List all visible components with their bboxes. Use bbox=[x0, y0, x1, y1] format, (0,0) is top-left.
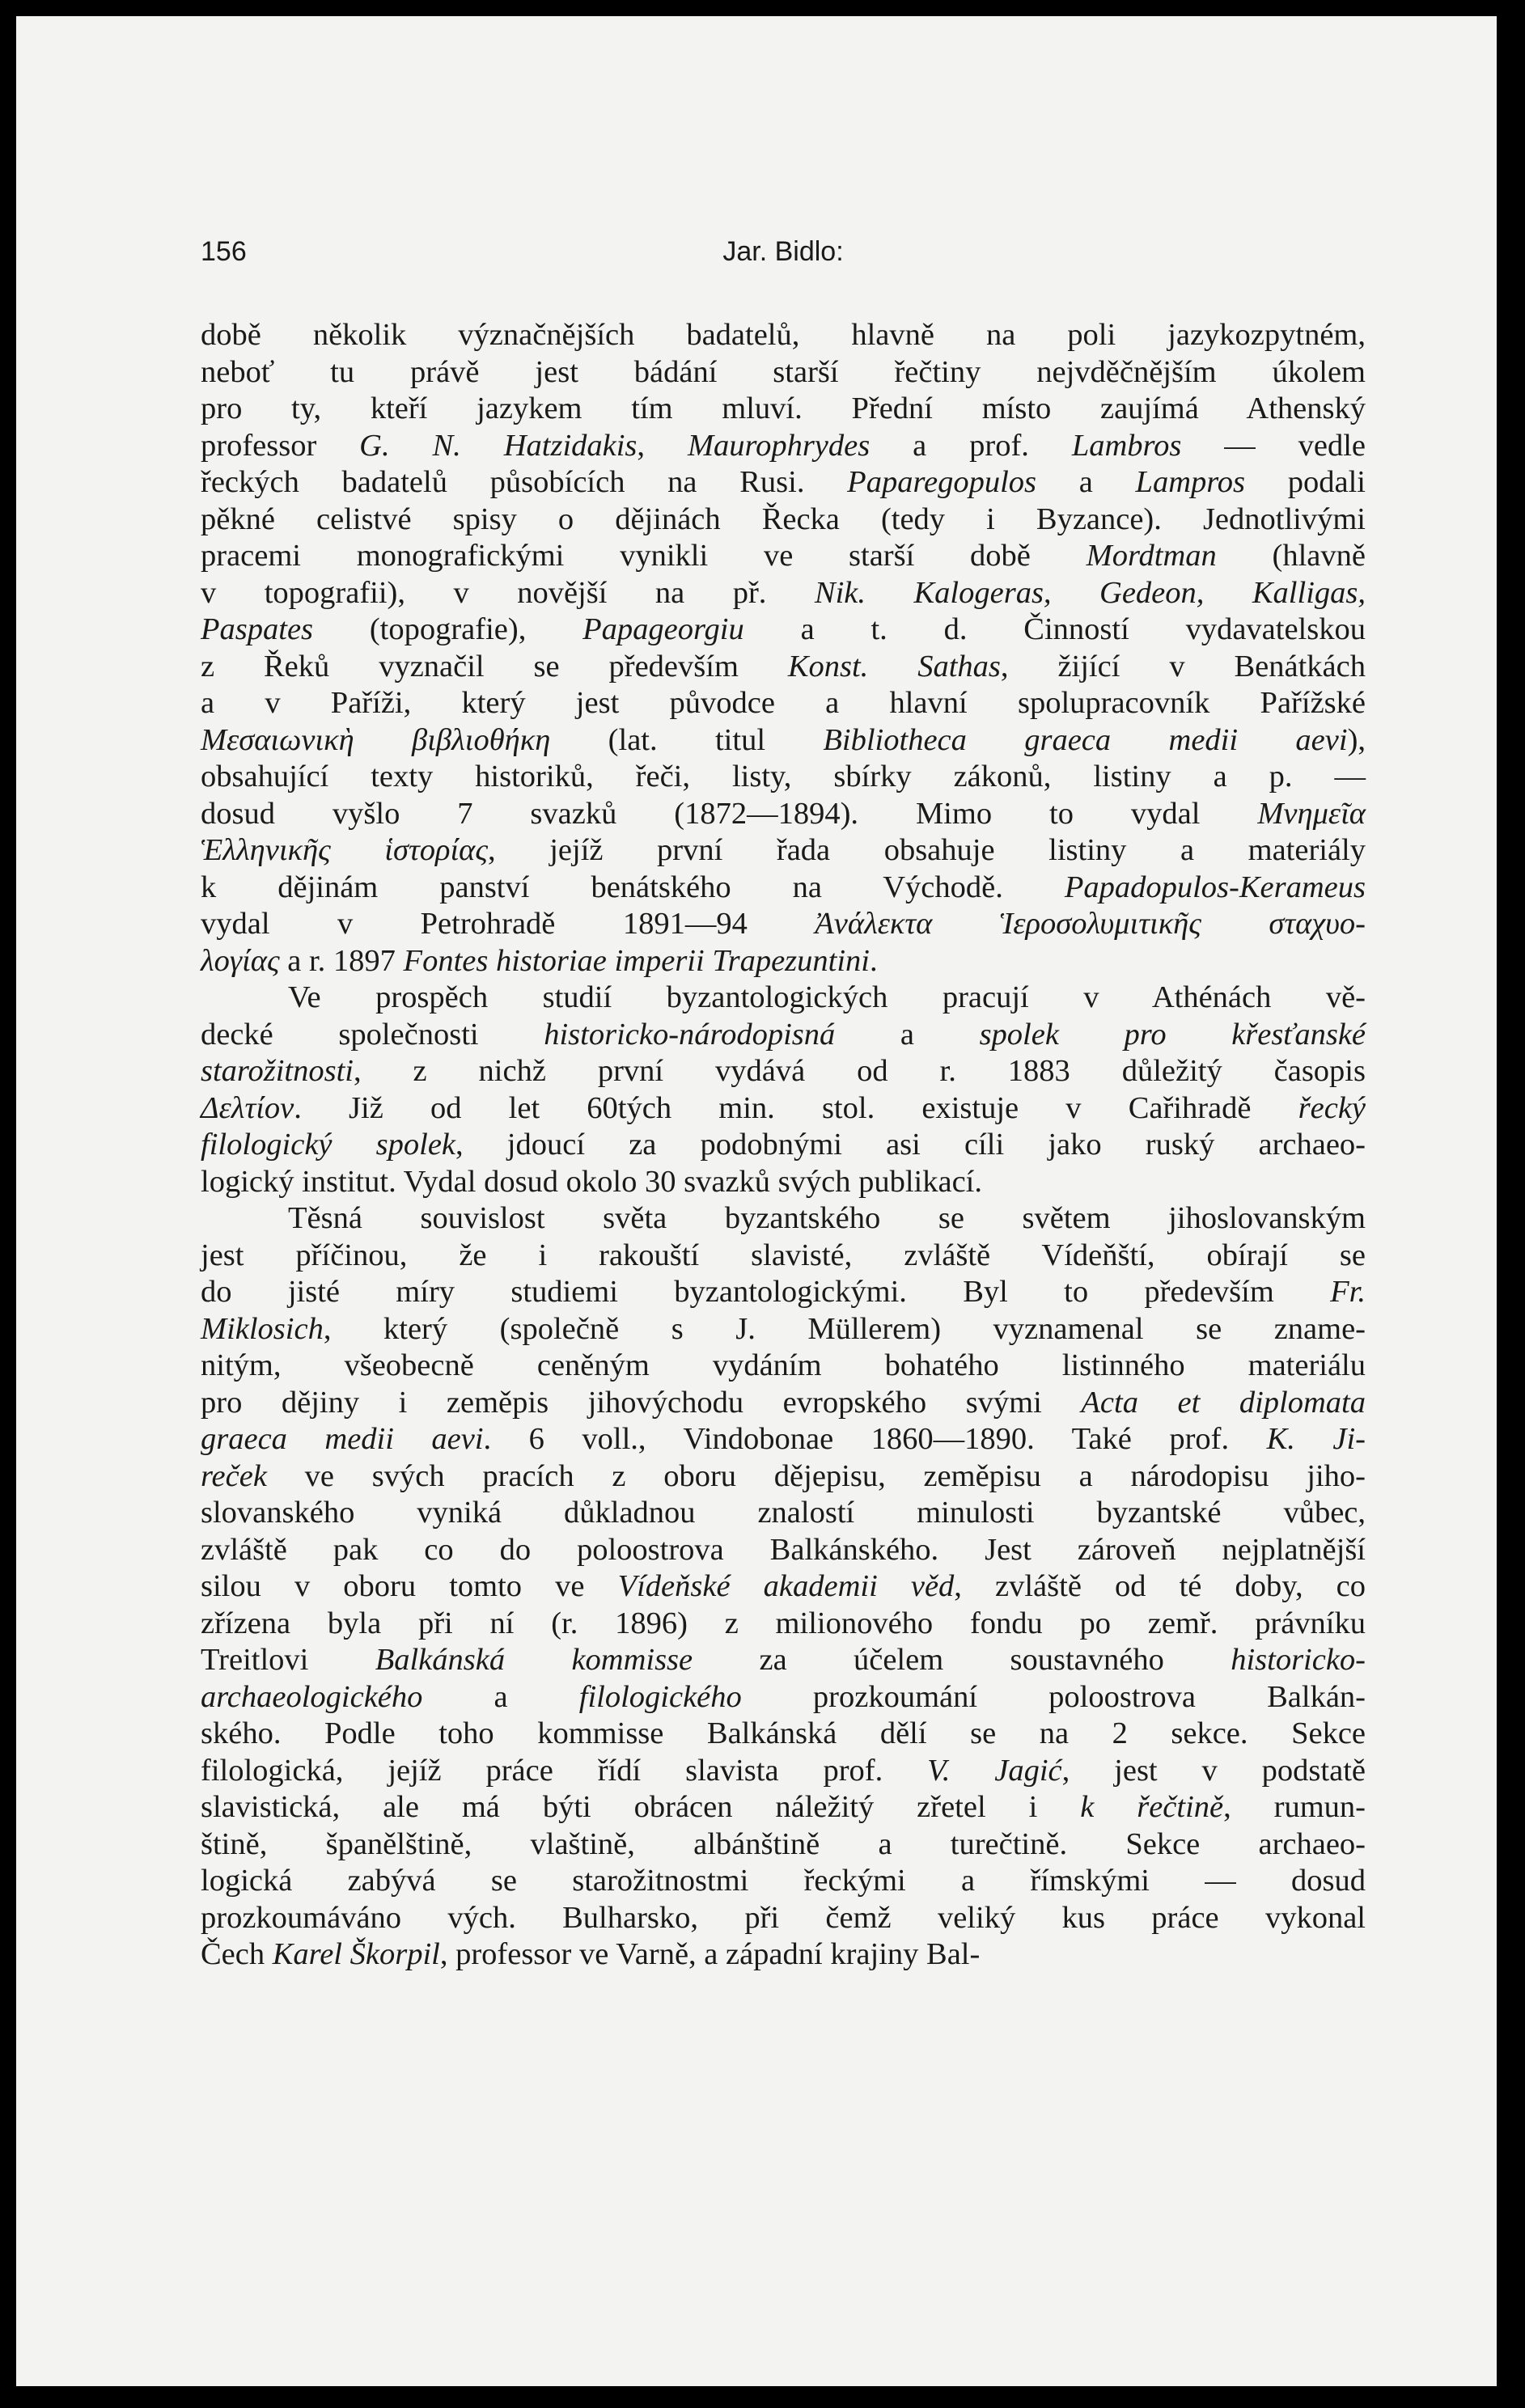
text-line bbox=[201, 1164, 1366, 1201]
text-segment: k dějinám panství benátského na Východě. bbox=[201, 870, 1065, 904]
text-line bbox=[201, 1090, 1366, 1128]
italic-text: Maurophrydes bbox=[687, 428, 871, 463]
italic-text: Μεσαιωνικὴ βιβλιοθήκη bbox=[201, 722, 551, 757]
text-segment: za účelem soustavného bbox=[693, 1643, 1231, 1677]
text-segment: do jisté míry studiemi byzantologickými. Byl to především bbox=[201, 1275, 1331, 1309]
book-page bbox=[16, 16, 1497, 2386]
text-line bbox=[201, 1495, 1366, 1532]
text-segment: , jest v podstatě bbox=[1061, 1753, 1366, 1788]
text-segment: , z nichž první vydává od r. 1883 důležitý časopis bbox=[354, 1054, 1366, 1088]
text-line bbox=[201, 354, 1366, 391]
italic-text: starožitnosti bbox=[201, 1054, 354, 1088]
text-line bbox=[201, 538, 1366, 575]
text-segment: , jejíž první řada obsahuje listiny a materiály bbox=[488, 833, 1366, 867]
text-line bbox=[201, 1017, 1366, 1054]
italic-text: Δελτίον bbox=[201, 1090, 294, 1125]
text-segment: jest příčinou, že i rakouští slavisté, zvláště Vídeňští, obírají se bbox=[201, 1238, 1366, 1272]
text-segment: , rumun- bbox=[1223, 1790, 1366, 1824]
italic-text: spolek pro křesťanské bbox=[979, 1017, 1366, 1052]
text-line bbox=[201, 612, 1366, 649]
text-line bbox=[201, 1532, 1366, 1569]
text-segment: Čech bbox=[201, 1937, 273, 1971]
italic-text: archaeologického bbox=[201, 1679, 423, 1714]
text-line bbox=[201, 1679, 1366, 1716]
text-segment: z Řeků vyznačil se především bbox=[201, 649, 788, 683]
body-text bbox=[201, 317, 1366, 1974]
text-line bbox=[201, 1200, 1366, 1238]
text-segment: , který (společně s J. Müllerem) vyznamenal se zname- bbox=[323, 1311, 1366, 1346]
text-line bbox=[201, 1789, 1366, 1826]
text-line bbox=[201, 1642, 1366, 1679]
italic-text: Lampros bbox=[1135, 465, 1246, 499]
text-segment: , professor ve Varně, a západní krajiny Bal- bbox=[439, 1937, 981, 1971]
text-segment: podali bbox=[1245, 465, 1366, 499]
text-segment: štině, španělštině, vlaštině, albánštině a turečtině. Sekce archaeo- bbox=[201, 1826, 1366, 1861]
text-line bbox=[201, 1274, 1366, 1311]
italic-text: Karel Škorpil bbox=[272, 1937, 440, 1971]
text-line bbox=[201, 906, 1366, 943]
text-segment: řeckých badatelů působících na Rusi. bbox=[201, 465, 848, 499]
text-segment: (hlavně bbox=[1216, 539, 1366, 573]
text-segment: pracemi monografickými vynikli ve starší době bbox=[201, 539, 1087, 573]
text-segment: a bbox=[1036, 465, 1136, 499]
italic-text: Fr. bbox=[1330, 1275, 1366, 1309]
italic-text: historicko- bbox=[1231, 1643, 1366, 1677]
page-number: 156 bbox=[201, 236, 247, 267]
text-segment: slovanského vyniká důkladnou znalostí minulosti byzantské vůbec, bbox=[201, 1496, 1366, 1530]
italic-text: Fontes historiae imperii Trapezuntini bbox=[403, 943, 870, 978]
italic-text: V. Jagić bbox=[927, 1753, 1062, 1788]
italic-text: filologický spolek bbox=[201, 1128, 456, 1162]
text-segment: neboť tu právě jest bádání starší řečtiny nejvděčnějším úkolem bbox=[201, 354, 1366, 389]
text-segment: prozkoumáváno vých. Bulharsko, při čemž veliký kus práce vykonal bbox=[201, 1900, 1366, 1935]
text-line bbox=[201, 832, 1366, 870]
text-line bbox=[201, 1238, 1366, 1275]
running-head: Jar. Bidlo: bbox=[722, 236, 844, 267]
text-segment: zřízena byla při ní (r. 1896) z milionového fondu po zemř. právníku bbox=[201, 1606, 1366, 1640]
text-segment: pro ty, kteří jazykem tím mluví. Přední místo zaujímá Athenský bbox=[201, 391, 1366, 425]
text-line bbox=[201, 1606, 1366, 1643]
text-line bbox=[201, 1900, 1366, 1937]
italic-text: Ἀνάλεκτα Ἱεροσολυμιτικῆς σταχυο- bbox=[815, 907, 1366, 941]
italic-text: k řečtině bbox=[1080, 1790, 1224, 1824]
text-segment: a bbox=[422, 1679, 579, 1714]
text-line bbox=[201, 1348, 1366, 1385]
text-line bbox=[201, 1127, 1366, 1164]
italic-text: historicko-národopisná bbox=[544, 1017, 836, 1052]
text-line bbox=[201, 1936, 1366, 1974]
italic-text: reček bbox=[201, 1458, 267, 1493]
text-segment: a r. 1897 bbox=[279, 943, 404, 978]
text-line bbox=[201, 1421, 1366, 1458]
text-line bbox=[201, 575, 1366, 612]
text-segment: prozkoumání poloostrova Balkán- bbox=[741, 1679, 1366, 1714]
paragraph bbox=[201, 980, 1366, 1200]
italic-text: λογίας bbox=[201, 943, 280, 978]
italic-text: Acta et diplomata bbox=[1081, 1385, 1366, 1420]
text-segment: — vedle bbox=[1181, 428, 1366, 463]
italic-text: Mordtman bbox=[1086, 539, 1217, 573]
text-segment: ve svých pracích z oboru dějepisu, zeměpisu a národopisu jiho- bbox=[266, 1458, 1366, 1493]
text-line bbox=[201, 1385, 1366, 1422]
text-line bbox=[201, 796, 1366, 833]
text-segment: logický institut. Vydal dosud okolo 30 svazků svých publikací. bbox=[201, 1164, 982, 1199]
text-segment: nitým, všeobecně ceněným vydáním bohatého listinného materiálu bbox=[201, 1348, 1366, 1382]
italic-text: G. N. Hatzidakis bbox=[359, 428, 638, 463]
text-segment: Treitlovi bbox=[201, 1643, 375, 1677]
text-line bbox=[201, 501, 1366, 539]
italic-text: Ἑλληνικῆς ἱστορίας bbox=[201, 833, 489, 867]
text-line bbox=[201, 1458, 1366, 1496]
text-segment: slavistická, ale má býti obrácen náležitý zřetel i bbox=[201, 1790, 1081, 1824]
text-segment: a prof. bbox=[870, 428, 1072, 463]
italic-text: Konst. Sathas bbox=[787, 649, 1001, 683]
text-segment: ), bbox=[1347, 722, 1366, 757]
text-segment: dosud vyšlo 7 svazků (1872—1894). Mimo to vydal bbox=[201, 796, 1258, 831]
italic-text: Balkánská kommisse bbox=[375, 1643, 693, 1677]
italic-text: Papageorgiu bbox=[582, 612, 744, 646]
text-line bbox=[201, 1826, 1366, 1864]
text-segment: zvláště pak co do poloostrova Balkánského. Jest zároveň nejplatnější bbox=[201, 1532, 1366, 1567]
italic-text: Vídeňské akademii věd bbox=[617, 1569, 955, 1603]
text-segment: (topografie), bbox=[313, 612, 583, 646]
italic-text: Lambros bbox=[1071, 428, 1182, 463]
text-segment: a v Paříži, který jest původce a hlavní spolupracovník Pařížské bbox=[201, 686, 1366, 720]
italic-text: řecký bbox=[1298, 1090, 1366, 1125]
text-segment: professor bbox=[201, 428, 360, 463]
text-segment: obsahující texty historiků, řeči, listy, sbírky zákonů, listiny a p. — bbox=[201, 760, 1366, 793]
text-segment: , bbox=[637, 428, 688, 463]
italic-text: graeca medii aevi bbox=[201, 1422, 484, 1456]
page-header bbox=[201, 236, 1366, 277]
text-segment: . 6 voll., Vindobonae 1860—1890. Také prof. bbox=[483, 1422, 1267, 1456]
italic-text: filologického bbox=[578, 1679, 742, 1714]
text-segment: ského. Podle toho kommisse Balkánská dělí se na 2 sekce. Sekce bbox=[201, 1716, 1366, 1750]
text-segment: , jdoucí za podobnými asi cíli jako ruský archaeo- bbox=[455, 1128, 1366, 1162]
text-line bbox=[201, 759, 1366, 796]
text-segment: Těsná souvislost světa byzantského se světem jihoslovanským bbox=[288, 1201, 1366, 1235]
italic-text: Bibliotheca graeca medii aevi bbox=[823, 722, 1348, 757]
text-segment: pěkné celistvé spisy o dějinách Řecka (tedy i Byzance). Jednotlivými bbox=[201, 501, 1366, 536]
italic-text: K. Ji- bbox=[1266, 1422, 1366, 1456]
text-segment: filologická, jejíž práce řídí slavista prof. bbox=[201, 1753, 928, 1788]
text-line bbox=[201, 428, 1366, 465]
text-line bbox=[201, 722, 1366, 760]
text-segment: době několik význačnějších badatelů, hlavně na poli jazykozpytném, bbox=[201, 318, 1366, 352]
paragraph bbox=[201, 1200, 1366, 1974]
text-line bbox=[201, 391, 1366, 428]
italic-text: Μνημεῖα bbox=[1257, 796, 1366, 831]
text-segment: , žijící v Benátkách bbox=[1000, 649, 1366, 683]
italic-text: Paspates bbox=[201, 612, 314, 646]
text-line bbox=[201, 943, 1366, 980]
text-segment: silou v oboru tomto ve bbox=[201, 1569, 618, 1603]
text-segment: . bbox=[870, 943, 878, 978]
text-line bbox=[201, 317, 1366, 354]
text-line bbox=[201, 870, 1366, 907]
italic-text: Paparegopulos bbox=[847, 465, 1037, 499]
text-segment: v topografii), v novější na př. bbox=[201, 575, 815, 610]
text-line bbox=[201, 464, 1366, 501]
text-segment: (lat. titul bbox=[550, 722, 824, 757]
text-segment: logická zabývá se starožitnostmi řeckými a římskými — dosud bbox=[201, 1864, 1366, 1898]
text-line bbox=[201, 1568, 1366, 1606]
text-line bbox=[201, 649, 1366, 686]
text-line bbox=[201, 1863, 1366, 1900]
italic-text: Papadopulos-Kerameus bbox=[1064, 870, 1366, 904]
text-line bbox=[201, 1053, 1366, 1090]
text-line bbox=[201, 980, 1366, 1017]
text-segment: vydal v Petrohradě 1891—94 bbox=[201, 907, 815, 941]
text-segment: decké společnosti bbox=[201, 1017, 544, 1052]
text-segment: , zvláště od té doby, co bbox=[954, 1569, 1366, 1603]
text-line bbox=[201, 1311, 1366, 1348]
text-segment: pro dějiny i zeměpis jihovýchodu evropského svými bbox=[201, 1385, 1082, 1420]
text-segment: . Již od let 60tých min. stol. existuje v Cařihradě bbox=[294, 1090, 1298, 1125]
italic-text: Nik. Kalogeras, Gedeon, Kalligas, bbox=[814, 575, 1366, 610]
paragraph bbox=[201, 317, 1366, 980]
text-line bbox=[201, 1753, 1366, 1790]
text-line bbox=[201, 685, 1366, 722]
text-line bbox=[201, 1716, 1366, 1753]
text-segment: a t. d. Činností vydavatelskou bbox=[743, 612, 1366, 646]
text-segment: Ve prospěch studií byzantologických pracují v Athénách vě- bbox=[288, 980, 1366, 1014]
text-segment: a bbox=[835, 1017, 980, 1052]
italic-text: Miklosich bbox=[201, 1311, 324, 1346]
